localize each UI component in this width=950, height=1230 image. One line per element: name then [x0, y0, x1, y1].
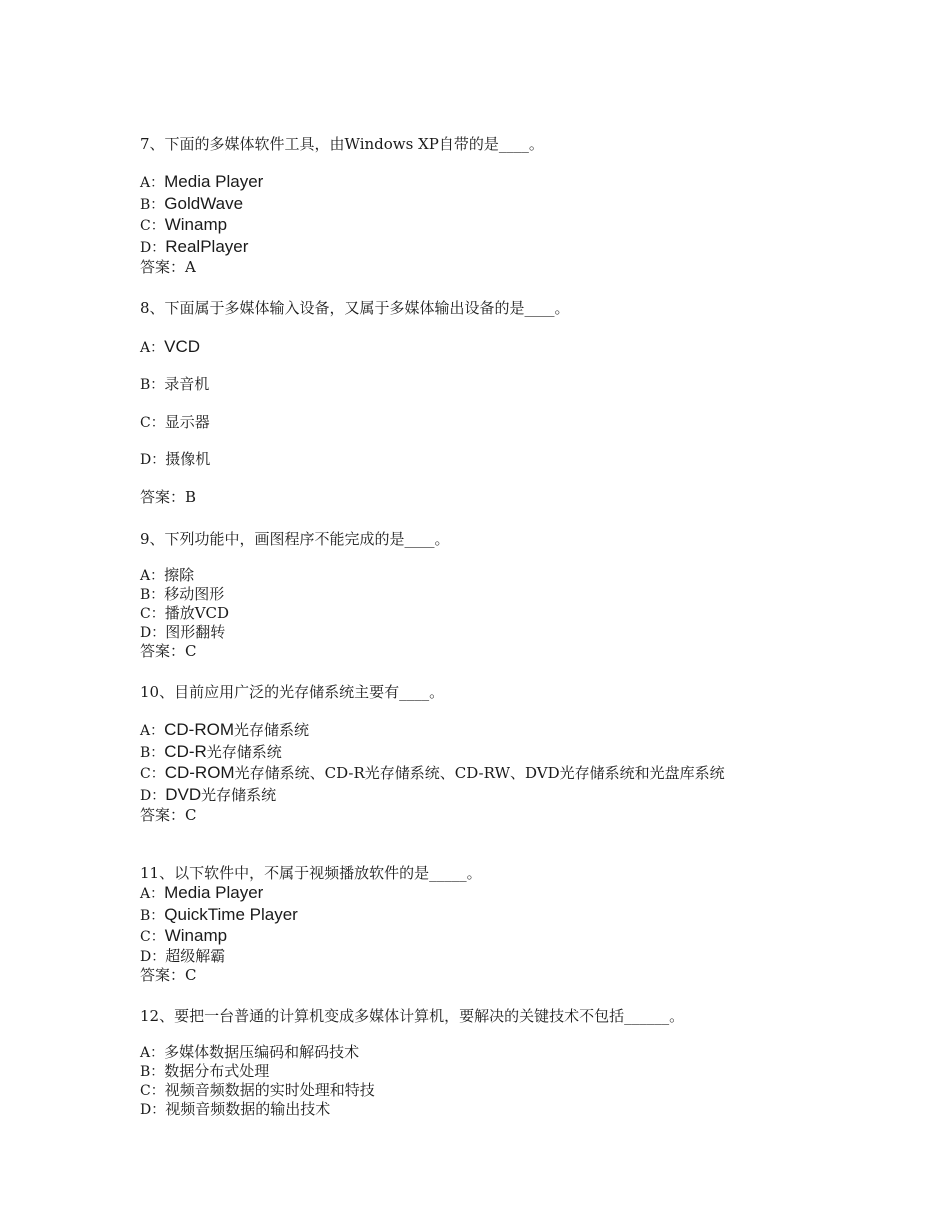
answer: [140, 642, 450, 661]
option-text: Winamp: [164, 926, 228, 945]
option-prefix: C：: [140, 218, 165, 234]
option-text: 显示器: [164, 412, 210, 431]
option-c: [140, 214, 544, 236]
option-text: 数据分布式处理: [164, 1062, 270, 1080]
option-text: 视频音频数据的实时处理和特技: [164, 1081, 375, 1099]
question-stem: 7、下面的多媒体软件工具，由Windows XP自带的是____。: [140, 135, 544, 153]
option-text: 擦除: [164, 566, 195, 584]
option-prefix: D：: [140, 452, 166, 468]
option-text: 超级解霸: [165, 946, 226, 965]
question-stem: 8、下面属于多媒体输入设备，又属于多媒体输出设备的是____。: [140, 299, 570, 317]
option-prefix: C：: [140, 766, 165, 782]
option-c: [140, 410, 570, 448]
option-prefix: A：: [140, 886, 165, 902]
option-d: [140, 236, 544, 258]
option-text: Media Player: [164, 172, 264, 191]
option-prefix: B：: [140, 377, 165, 393]
answer-text: 答案：C: [140, 642, 197, 660]
option-d: [140, 447, 570, 485]
option-a: [140, 882, 482, 904]
question-7: [140, 135, 544, 279]
option-prefix: B：: [140, 744, 165, 761]
question-8: [140, 299, 570, 509]
question-11: [140, 864, 482, 985]
answer: [140, 805, 725, 827]
option-prefix: C：: [140, 1083, 165, 1099]
option-d: [140, 947, 482, 966]
option-prefix: D：: [140, 1102, 166, 1118]
option-text: 摄像机: [165, 450, 211, 468]
option-a: [140, 1043, 684, 1062]
answer-text: 答案：C: [140, 806, 197, 824]
option-c: [140, 604, 450, 623]
option-text: 播放VCD: [164, 604, 230, 622]
option-lead: CD-ROM: [164, 763, 235, 782]
answer: [140, 966, 482, 985]
question-9: [140, 530, 450, 661]
option-prefix: C：: [140, 929, 165, 945]
answer-text: 答案：A: [140, 258, 196, 276]
option-c: [140, 1081, 684, 1100]
option-prefix: B：: [140, 907, 165, 924]
option-prefix: C：: [140, 414, 165, 431]
option-text: 录音机: [164, 375, 210, 393]
option-prefix: A：: [140, 1045, 165, 1061]
option-prefix: A：: [140, 723, 165, 739]
option-b: [140, 193, 544, 215]
option-text: Winamp: [164, 215, 228, 234]
option-prefix: D：: [140, 787, 166, 804]
option-c: [140, 762, 725, 784]
option-prefix: A：: [140, 175, 165, 191]
option-d: [140, 784, 725, 806]
answer-text: 答案：B: [140, 487, 197, 506]
question-stem: 9、下列功能中，画图程序不能完成的是____。: [140, 530, 450, 548]
option-text: 光存储系统: [234, 721, 310, 739]
answer: [140, 257, 544, 279]
option-text: 移动图形: [164, 585, 225, 603]
option-text: 多媒体数据压编码和解码技术: [164, 1043, 360, 1061]
option-text: 光存储系统、CD-R光存储系统、CD-RW、DVD光存储系统和光盘库系统: [234, 764, 725, 782]
option-text: VCD: [164, 337, 201, 356]
option-b: [140, 904, 482, 926]
option-c: [140, 925, 482, 947]
option-prefix: B：: [140, 1064, 165, 1080]
option-prefix: D：: [140, 948, 166, 965]
option-prefix: B：: [140, 196, 165, 213]
question-stem: 12、要把一台普通的计算机变成多媒体计算机，要解决的关键技术不包括______。: [140, 1007, 685, 1025]
option-prefix: B：: [140, 587, 165, 603]
option-a: [140, 171, 544, 193]
option-text: 光存储系统: [206, 742, 282, 761]
question-stem: 11、以下软件中，不属于视频播放软件的是_____。: [140, 864, 482, 882]
option-prefix: D：: [140, 239, 166, 256]
answer: [140, 485, 570, 509]
option-lead: CD-R: [164, 741, 207, 761]
option-text: GoldWave: [164, 193, 244, 213]
option-b: [140, 741, 725, 763]
option-a: [140, 719, 725, 741]
option-a: [140, 335, 570, 372]
option-prefix: D：: [140, 625, 166, 641]
option-a: [140, 566, 450, 585]
option-b: [140, 1062, 684, 1081]
option-d: [140, 1100, 684, 1119]
option-text: 视频音频数据的输出技术: [165, 1100, 331, 1118]
option-text: Media Player: [164, 883, 264, 902]
option-text: 图形翻转: [165, 623, 226, 641]
option-d: [140, 623, 450, 642]
option-b: [140, 585, 450, 604]
option-lead: CD-ROM: [164, 720, 235, 739]
option-b: [140, 372, 570, 410]
question-12: [140, 1007, 684, 1119]
option-prefix: C：: [140, 606, 165, 622]
option-text: 光存储系统: [201, 785, 277, 804]
option-prefix: A：: [140, 568, 165, 584]
question-stem: 10、目前应用广泛的光存储系统主要有____。: [140, 683, 445, 701]
option-text: RealPlayer: [165, 236, 249, 256]
question-10: [140, 683, 725, 827]
option-prefix: A：: [140, 340, 165, 356]
answer-text: 答案：C: [140, 965, 197, 984]
option-text: QuickTime Player: [164, 904, 298, 924]
option-lead: DVD: [165, 784, 202, 804]
